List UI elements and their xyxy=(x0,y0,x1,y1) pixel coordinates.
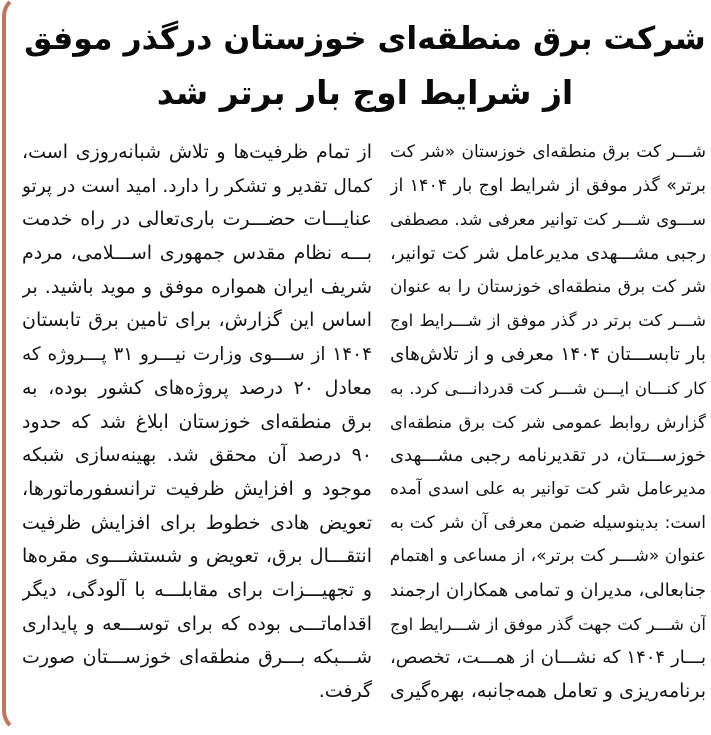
body-line: جنابعالی، مدیران و تمامی همکاران ارجمند xyxy=(390,579,706,601)
body-line: و تجهیـــزات برای مقابلـــه با آلودگی، دیگر xyxy=(22,578,372,601)
body-line: خوزســـتان، در تقدیرنامه رجبی مشـــهدی xyxy=(390,445,706,467)
body-line: بـــه نظام مقدس جمهوری اســـلامی، مردم xyxy=(22,242,372,265)
body-line: گزارش روابط عمومی شر کت برق منطقه‌ای xyxy=(390,412,706,432)
body-line: ســـوی شـــر کت توانیر معرفی شد. مصطفی xyxy=(390,210,706,230)
headline xyxy=(20,12,710,120)
body-line: است: بدینوسیله ضمن معرفی آن شر کت به xyxy=(390,512,706,533)
body-line: ۹۰ درصد آن محقق شد. بهینه‌سازی شبکه xyxy=(22,444,372,467)
body-line: شـــبکه بـــرق منطقه‌ای خوزســـتان صورت xyxy=(22,646,372,669)
body-line: برق منطقه‌ای خوزستان ابلاغ شد که حدود xyxy=(22,410,372,433)
body-line: تعویض هادی خطوط برای افزایش ظرفیت xyxy=(22,511,372,534)
body-line: گرفت. xyxy=(318,680,372,702)
body-line: رجبی مشـــهدی مدیرعامل شر کت توانیر، xyxy=(390,243,706,265)
body-line: مدیرعامل شر کت توانیر به علی اسدی آمده xyxy=(390,478,706,499)
body-line: شریف ایران همواره موفق و موید باشید. بر xyxy=(22,275,372,298)
body-line: کمال تقدیر و تشکر را دارد. امید است در پرتو xyxy=(22,175,372,197)
body-line: برتر» گذر موفق از شرایط اوج بار ۱۴۰۴ از xyxy=(390,175,706,196)
headline-line-1: شرکت برق منطقه‌ای خوزستان درگذر موفق xyxy=(24,21,706,57)
body-line: کار کنـــان ایـــن شـــر کت قدردانـــی کرد. به xyxy=(390,378,706,398)
body-line: معادل ۲۰ درصد پروژه‌های کشور بوده، به xyxy=(22,376,372,399)
body-line: اقداماتـــی بوده که برای توســـعه و پایداری xyxy=(22,612,372,635)
body-line: انتقـــال برق، تعویض و شستشـــوی مقره‌ها xyxy=(22,545,372,568)
body-line: بـــار ۱۴۰۴ که نشـــان از همـــت، تخصص، xyxy=(390,647,706,669)
body-line: آن شـــر کت جهت گذر موفق از شـــرایط اوج xyxy=(390,614,706,634)
body-line: از تمام ظرفیت‌ها و تلاش شبانه‌روزی است، xyxy=(22,141,372,163)
article-column-right xyxy=(390,136,706,709)
body-line: اساس این گزارش، برای تامین برق تابستان xyxy=(22,309,372,332)
body-line: عنوان «شـــر کت برتر»، از مساعی و اهتمام xyxy=(390,546,706,567)
body-line: شـــر کت برتر در گذر موفق از شـــرایط اوج xyxy=(390,311,706,331)
body-line: بار تابســـتان ۱۴۰۴ معرفی و از تلاش‌های xyxy=(390,344,706,366)
headline-line-2: از شرایط اوج بار برتر شد xyxy=(156,73,574,112)
body-line: موجود و افزایش ظرفیت ترانسفورماتورها، xyxy=(22,477,372,500)
body-line: ۱۴۰۴ از ســـوی وزارت نیـــرو ۳۱ پـــروژه که xyxy=(22,344,372,366)
body-line: شـــر کت برق منطقه‌ای خوزستان «شر کت xyxy=(390,142,706,162)
body-line: عنایـــات حضـــرت باری‌تعالی در راه خدمت xyxy=(22,208,372,231)
body-line: برنامه‌ریزی و تعامل همه‌جانبه، بهره‌گیری xyxy=(390,680,706,702)
body-line: شر کت برق منطقه‌ای خوزستان را به عنوان xyxy=(390,276,706,297)
article-column-left xyxy=(22,136,372,709)
